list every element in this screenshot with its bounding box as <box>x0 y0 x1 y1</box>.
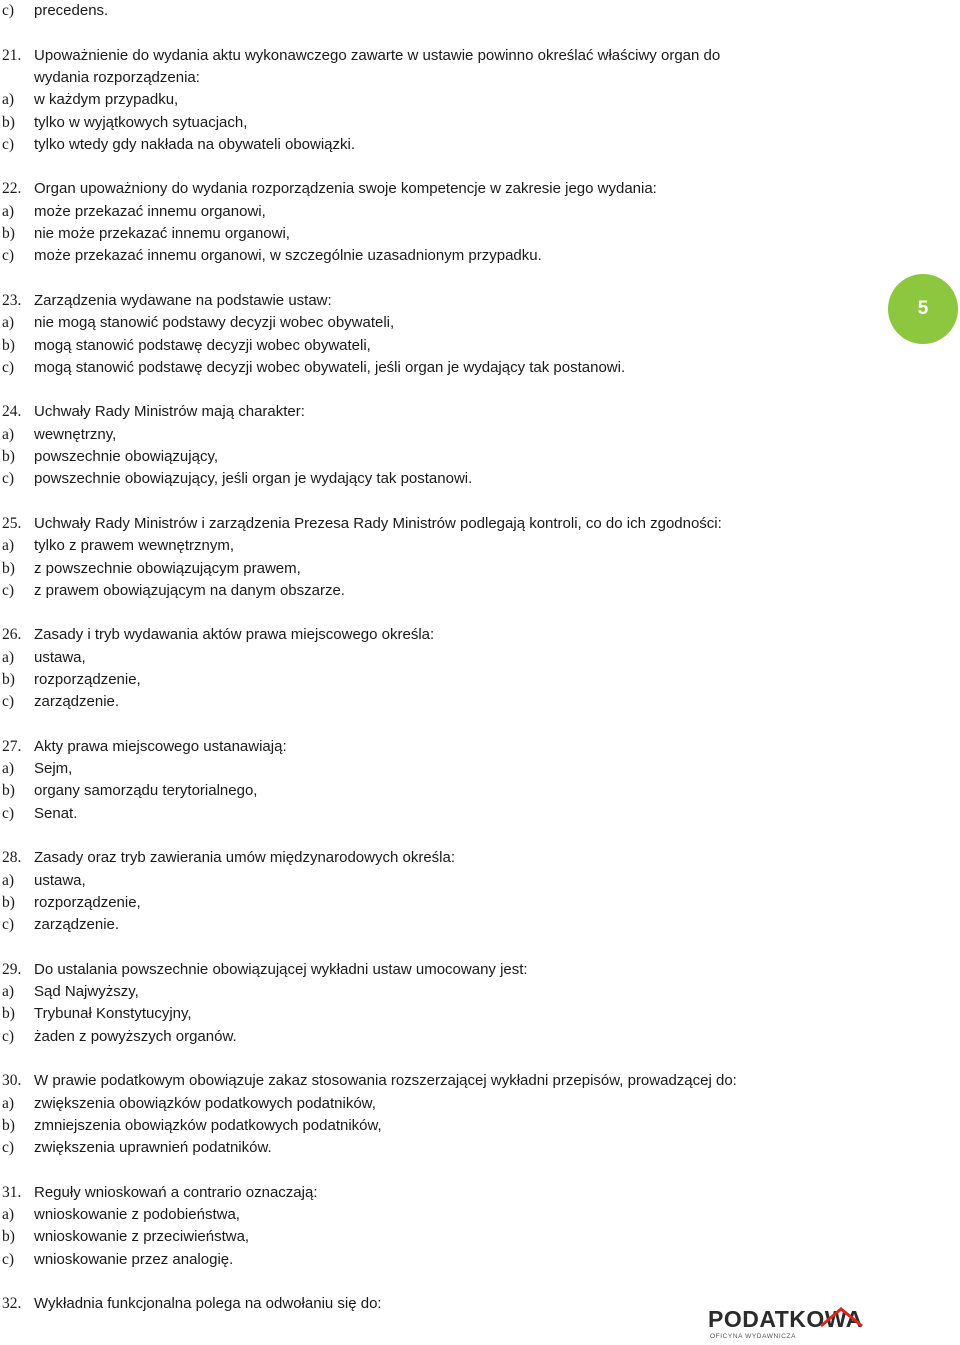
answer-marker: b) <box>2 337 15 354</box>
answer-marker: a) <box>2 426 15 443</box>
question-text: Zarządzenia wydawane na podstawie ustaw: <box>34 292 332 309</box>
answer-text: żaden z powyższych organów. <box>34 1028 237 1045</box>
answer-text: może przekazać innemu organowi, w szczególnie uzasadnionym przypadku. <box>34 247 542 264</box>
question-number: 31. <box>2 1184 22 1201</box>
answer-marker: c) <box>2 359 15 376</box>
question-text: Akty prawa miejscowego ustanawiają: <box>34 738 287 755</box>
question-text: Zasady oraz tryb zawierania umów międzynarodowych określa: <box>34 849 456 866</box>
answer-text: Trybunał Konstytucyjny, <box>34 1005 192 1022</box>
answer-text: rozporządzenie, <box>34 894 141 911</box>
answer-text: tylko wtedy gdy nakłada na obywateli obowiązki. <box>34 136 356 153</box>
answer-text: organy samorządu terytorialnego, <box>34 782 258 799</box>
answer-marker: a) <box>2 203 15 220</box>
question-number: 30. <box>2 1072 22 1089</box>
question-number: 21. <box>2 47 22 64</box>
question-text: Organ upoważniony do wydania rozporządzenia swoje kompetencje w zakresie jego wydania: <box>34 180 657 197</box>
answer-text: rozporządzenie, <box>34 671 141 688</box>
answer-marker: a) <box>2 872 15 889</box>
page-number: 5 <box>917 298 929 319</box>
answer-text: zmniejszenia obowiązków podatkowych podatników, <box>34 1117 382 1134</box>
answer-marker: c) <box>2 136 15 153</box>
question-number: 27. <box>2 738 22 755</box>
answer-marker: a) <box>2 649 15 666</box>
answer-marker: c) <box>2 805 15 822</box>
question-number: 28. <box>2 849 22 866</box>
answer-marker: b) <box>2 1005 15 1022</box>
answer-marker: b) <box>2 782 15 799</box>
answer-marker: a) <box>2 1206 15 1223</box>
answer-text: nie mogą stanowić podstawy decyzji wobec obywateli, <box>34 314 395 331</box>
answer-text: wewnętrzny, <box>34 426 117 443</box>
answer-text: ustawa, <box>34 649 86 666</box>
answer-marker: c) <box>2 247 15 264</box>
answer-marker: b) <box>2 448 15 465</box>
answer-text: Senat. <box>34 805 78 822</box>
answer-text: może przekazać innemu organowi, <box>34 203 266 220</box>
answer-text: z powszechnie obowiązującym prawem, <box>34 560 301 577</box>
answer-text: zarządzenie. <box>34 693 120 710</box>
question-number: 32. <box>2 1295 22 1312</box>
answer-marker: c) <box>2 693 15 710</box>
answer-marker: a) <box>2 91 15 108</box>
answer-text: powszechnie obowiązujący, jeśli organ je wydający tak postanowi. <box>34 470 473 487</box>
answer-marker: b) <box>2 671 15 688</box>
answer-marker: a) <box>2 983 15 1000</box>
answer-marker: c) <box>2 1139 15 1156</box>
answer-text: mogą stanowić podstawę decyzji wobec obywateli, jeśli organ je wydający tak postanowi. <box>34 359 626 376</box>
question-number: 29. <box>2 961 22 978</box>
answer-text: wnioskowanie przez analogię. <box>34 1251 234 1268</box>
answer-marker: c) <box>2 1251 15 1268</box>
answer-marker: a) <box>2 1095 15 1112</box>
answer-text: w każdym przypadku, <box>34 91 179 108</box>
answer-marker: a) <box>2 760 15 777</box>
question-number: 25. <box>2 515 22 532</box>
answer-text: zwiększenia uprawnień podatników. <box>34 1139 272 1156</box>
question-text: W prawie podatkowym obowiązuje zakaz stosowania rozszerzającej wykładni przepisów, prowadzącej do: <box>34 1072 737 1089</box>
publisher-logo <box>708 1306 864 1342</box>
page-number-badge <box>888 274 958 344</box>
question-number: 24. <box>2 403 22 420</box>
answer-text: mogą stanowić podstawę decyzji wobec obywateli, <box>34 337 371 354</box>
logo-roof-icon <box>819 1306 864 1328</box>
answer-text: precedens. <box>34 2 109 19</box>
answer-marker: b) <box>2 1117 15 1134</box>
answer-marker: c) <box>2 916 15 933</box>
answer-text: tylko z prawem wewnętrznym, <box>34 537 235 554</box>
answer-text: tylko w wyjątkowych sytuacjach, <box>34 114 248 131</box>
question-text: Do ustalania powszechnie obowiązującej wykładni ustaw umocowany jest: <box>34 961 528 978</box>
question-text: Zasady i tryb wydawania aktów prawa miejscowego określa: <box>34 626 435 643</box>
answer-marker: b) <box>2 894 15 911</box>
answer-text: wnioskowanie z podobieństwa, <box>34 1206 240 1223</box>
answer-marker: a) <box>2 314 15 331</box>
answer-text: ustawa, <box>34 872 86 889</box>
answer-text: z prawem obowiązującym na danym obszarze. <box>34 582 345 599</box>
answer-marker: c) <box>2 1028 15 1045</box>
question-number: 22. <box>2 180 22 197</box>
answer-marker: c) <box>2 470 15 487</box>
answer-marker: b) <box>2 114 15 131</box>
question-number: 23. <box>2 292 22 309</box>
answer-text: Sejm, <box>34 760 73 777</box>
answer-marker: b) <box>2 1228 15 1245</box>
answer-marker: b) <box>2 560 15 577</box>
answer-text: powszechnie obowiązujący, <box>34 448 218 465</box>
question-text: Uchwały Rady Ministrów mają charakter: <box>34 403 305 420</box>
answer-marker: c) <box>2 582 15 599</box>
question-text: Uchwały Rady Ministrów i zarządzenia Prezesa Rady Ministrów podlegają kontroli, co do ich zgodności: <box>34 515 722 532</box>
answer-text: zarządzenie. <box>34 916 120 933</box>
answer-text: zwiększenia obowiązków podatkowych podatników, <box>34 1095 376 1112</box>
question-text: Reguły wnioskowań a contrario oznaczają: <box>34 1184 318 1201</box>
answer-marker: c) <box>2 2 15 19</box>
answer-text: nie może przekazać innemu organowi, <box>34 225 290 242</box>
answer-text: Sąd Najwyższy, <box>34 983 139 1000</box>
logo-tagline: OFICYNA WYDAWNICZA <box>710 1333 797 1340</box>
logo-name: PODATKOWA <box>708 1306 863 1332</box>
question-text: Wykładnia funkcjonalna polega na odwołaniu się do: <box>34 1295 382 1312</box>
answer-text: wnioskowanie z przeciwieństwa, <box>34 1228 250 1245</box>
question-number: 26. <box>2 626 22 643</box>
answer-marker: a) <box>2 537 15 554</box>
answer-marker: b) <box>2 225 15 242</box>
question-text: Upoważnienie do wydania aktu wykonawczego zawarte w ustawie powinno określać właściwy organ do <box>34 47 721 64</box>
question-text: wydania rozporządzenia: <box>34 69 200 86</box>
